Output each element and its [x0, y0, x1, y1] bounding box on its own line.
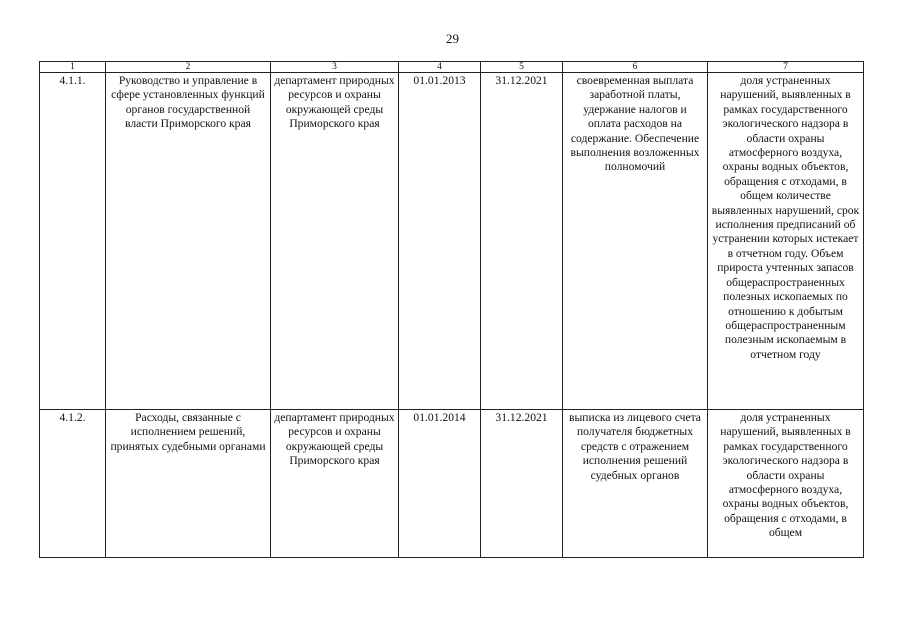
column-number: 4	[399, 62, 481, 73]
start-date: 01.01.2013	[399, 73, 481, 410]
column-number: 5	[481, 62, 563, 73]
executor: департамент природных ресурсов и охраны окружающей среды Приморского края	[271, 410, 399, 558]
column-number: 3	[271, 62, 399, 73]
column-number-row	[40, 62, 864, 73]
row-number: 4.1.2.	[40, 410, 106, 558]
table-row	[40, 73, 864, 410]
expected-result: выписка из лицевого счета получателя бюджетных средств с отражением исполнения решений судебных органов	[563, 410, 708, 558]
column-number: 1	[40, 62, 106, 73]
table-row	[40, 410, 864, 558]
program-table	[39, 61, 864, 558]
column-number: 7	[708, 62, 864, 73]
expected-result: своевременная выплата заработной платы, удержание налогов и оплата расходов на содержание. Обеспечение выполнения возложенных полномочий	[563, 73, 708, 410]
activity-name: Расходы, связанные с исполнением решений, принятых судебными органами	[106, 410, 271, 558]
end-date: 31.12.2021	[481, 410, 563, 558]
page-number: 29	[446, 31, 459, 46]
column-number: 6	[563, 62, 708, 73]
end-date: 31.12.2021	[481, 73, 563, 410]
start-date: 01.01.2014	[399, 410, 481, 558]
executor: департамент природных ресурсов и охраны окружающей среды Приморского края	[271, 73, 399, 410]
column-number: 2	[106, 62, 271, 73]
target-indicator: доля устраненных нарушений, выявленных в рамках государственного экологического надзора в области охраны атмосферного воздуха, охраны водных объектов, обращения с отходами, в общем	[708, 410, 864, 558]
activity-name: Руководство и управление в сфере установленных функций органов государственной власти Приморского края	[106, 73, 271, 410]
row-number: 4.1.1.	[40, 73, 106, 410]
target-indicator: доля устраненных нарушений, выявленных в рамках государственного экологического надзора в области охраны атмосферного воздуха, охраны водных объектов, обращения с отходами, в общем количестве выявленных нарушений, срок исполнения предписаний об устранении которых истекает в отчетном году. Объем прироста учтенных запасов общераспространенных полезных ископаемых по отношению к добытым общераспространенным полезным ископаемым в отчетном году	[708, 73, 864, 410]
